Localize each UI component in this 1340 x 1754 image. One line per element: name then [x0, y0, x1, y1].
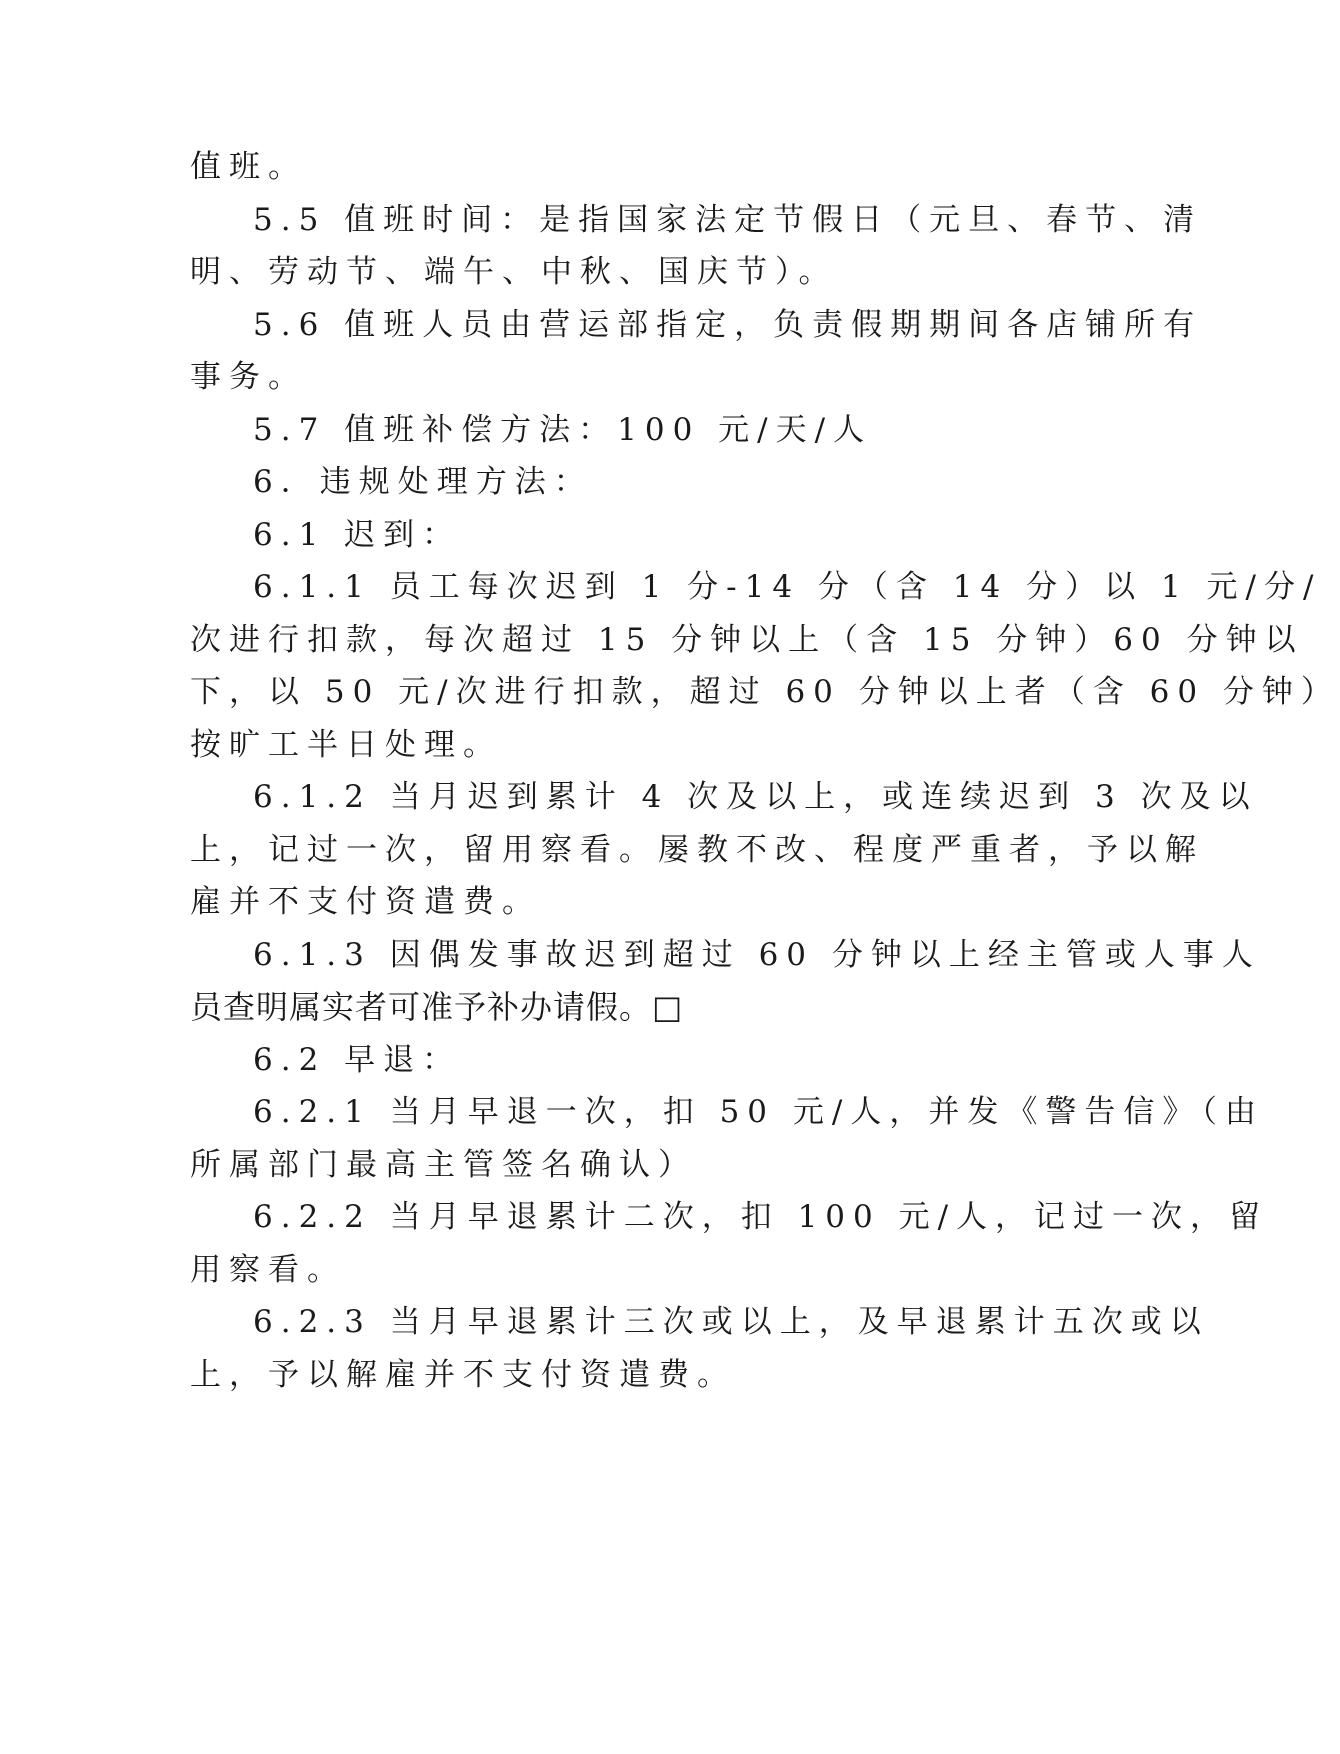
text-line: 6.1 迟到： [253, 517, 462, 553]
text-line: 上，予以解雇并不支付资遣费。 [190, 1357, 736, 1393]
text-line: 按旷工半日处理。 [190, 727, 502, 763]
text-line: 5.7 值班补偿方法：100 元/天/人 [253, 412, 873, 448]
text-line: 6.2.1 当月早退一次，扣 50 元/人，并发《警告信》（由 [253, 1094, 1264, 1130]
text-line: 6.2.2 当月早退累计二次，扣 100 元/人，记过一次，留 [253, 1199, 1269, 1235]
text-line: 6.2 早退： [253, 1042, 462, 1078]
text-line: 下，以 50 元/次进行扣款，超过 60 分钟以上者（含 60 分钟） [190, 674, 1340, 710]
text-line: 上，记过一次，留用察看。屡教不改、程度严重者，予以解 [190, 832, 1204, 868]
text-line: 值班。 [190, 149, 307, 185]
text-line: 雇并不支付资遣费。 [190, 884, 541, 920]
text-line: 6.1.2 当月迟到累计 4 次及以上，或连续迟到 3 次及以 [253, 779, 1258, 815]
text-line: 6.1.1 员工每次迟到 1 分-14 分（含 14 分）以 1 元/分/ [253, 569, 1322, 605]
text-line: 6．违规处理方法： [253, 464, 593, 500]
text-line: 明、劳动节、端午、中秋、国庆节）。 [190, 254, 838, 290]
text-line: 事务。 [190, 359, 307, 395]
text-line: 5.6 值班人员由营运部指定，负责假期期间各店铺所有 [253, 307, 1203, 343]
text-line: 用察看。 [190, 1252, 346, 1288]
text-line: 6.2.3 当月早退累计三次或以上，及早退累计五次或以 [253, 1304, 1209, 1340]
text-line: 所属部门最高主管签名确认） [190, 1147, 697, 1183]
text-line: 次进行扣款，每次超过 15 分钟以上（含 15 分钟）60 分钟以 [190, 622, 1304, 658]
text-line: 员查明属实者可准予补办请假。□ [190, 988, 684, 1026]
text-line: 6.1.3 因偶发事故迟到超过 60 分钟以上经主管或人事人 [253, 937, 1261, 973]
text-line: 5.5 值班时间：是指国家法定节假日（元旦、春节、清 [253, 202, 1203, 238]
